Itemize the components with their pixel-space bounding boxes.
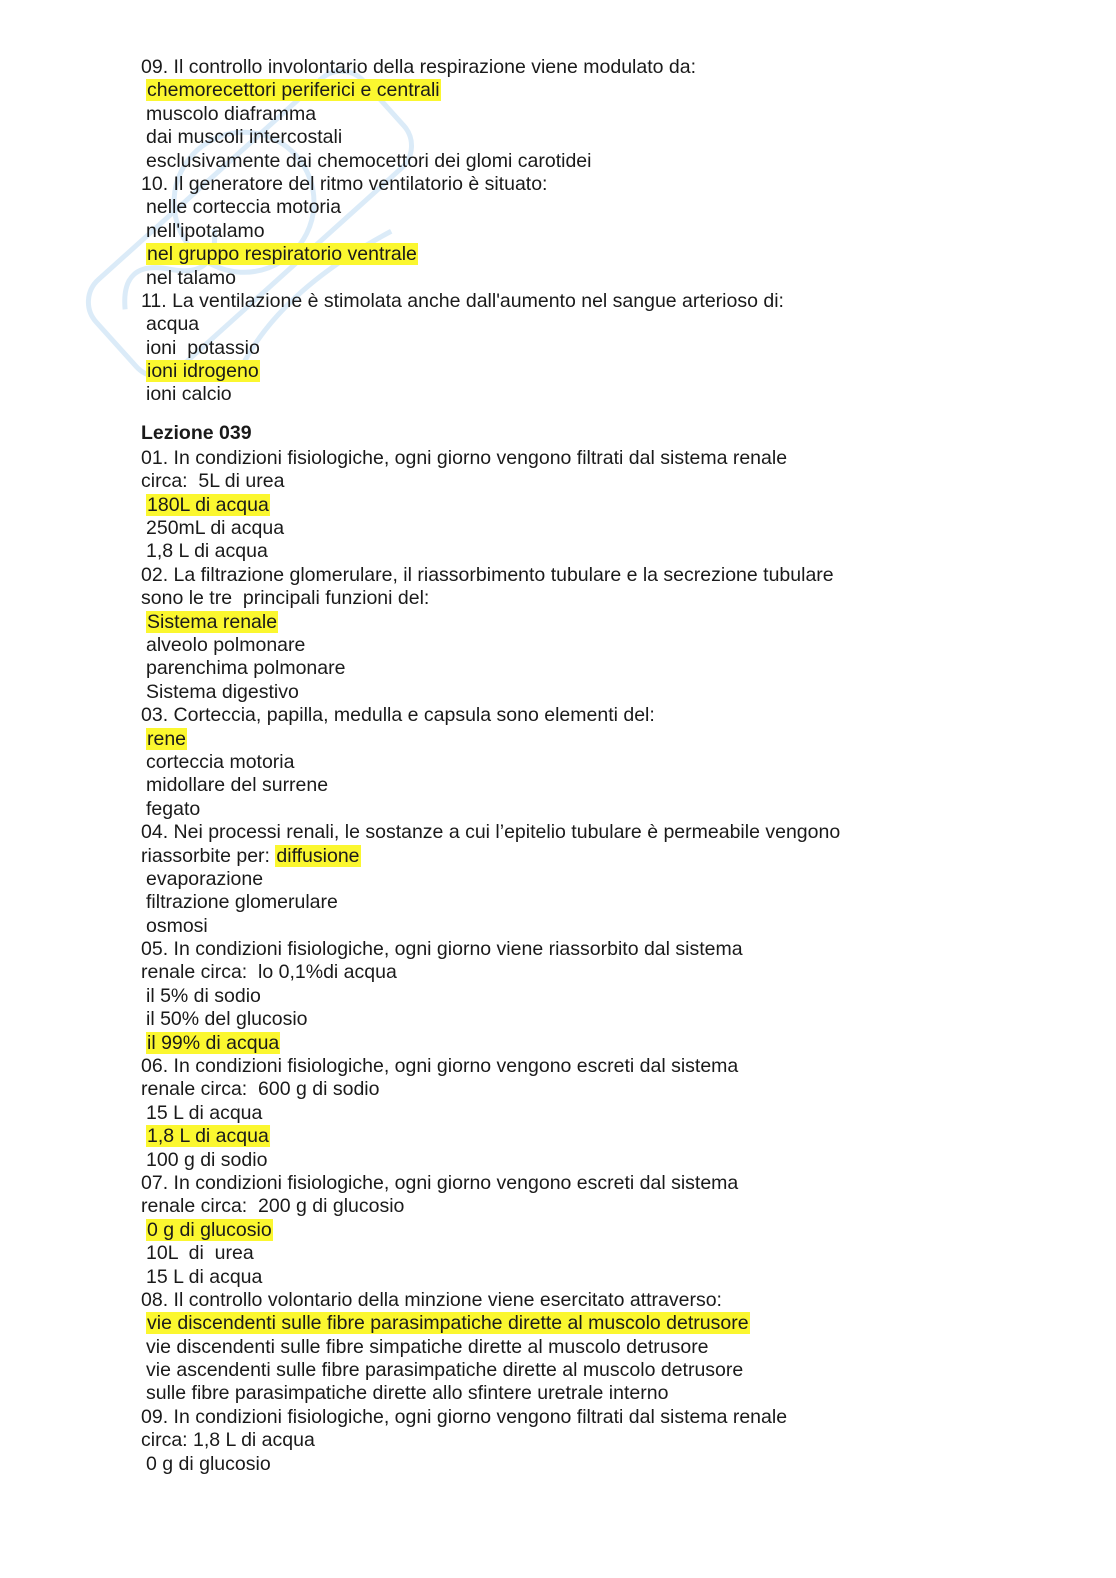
line-text: nell'ipotalamo — [146, 219, 265, 242]
question-line — [141, 1195, 1041, 1218]
answer-option — [141, 126, 1041, 149]
question-line — [141, 938, 1041, 961]
answer-option — [141, 868, 1041, 891]
line-text: filtrazione glomerulare — [146, 891, 338, 914]
line-text: 03. Corteccia, papilla, medulla e capsula sono elementi del: — [141, 704, 655, 727]
line-text: 02. La filtrazione glomerulare, il riassorbimento tubulare e la secrezione tubulare — [141, 563, 834, 586]
answer-option — [141, 1242, 1041, 1265]
line-text: il 50% del glucosio — [146, 1008, 308, 1031]
line-text: fegato — [146, 797, 201, 820]
answer-option — [141, 267, 1041, 290]
line-text: dai muscoli intercostali — [146, 126, 343, 149]
question-line — [141, 821, 1041, 844]
question-line — [141, 470, 1041, 493]
answer-option — [141, 1266, 1041, 1289]
line-text: 10. Il generatore del ritmo ventilatorio è situato: — [141, 172, 548, 195]
line-text: sulle fibre parasimpatiche dirette allo sfintere uretrale interno — [146, 1382, 669, 1405]
line-text: 100 g di sodio — [146, 1148, 268, 1171]
answer-option — [141, 1359, 1041, 1382]
line-text: vie ascendenti sulle fibre parasimpatiche dirette al muscolo detrusore — [146, 1359, 744, 1382]
question-line — [141, 1078, 1041, 1101]
question-line — [141, 290, 1041, 313]
line-text: Sistema digestivo — [146, 680, 299, 703]
highlighted-answer: 1,8 L di acqua — [147, 1125, 269, 1148]
highlighted-answer: il 99% di acqua — [147, 1031, 280, 1054]
answer-option — [141, 243, 1041, 266]
answer-option — [141, 891, 1041, 914]
answer-option — [141, 774, 1041, 797]
line-text: 11. La ventilazione è stimolata anche dall'aumento nel sangue arterioso di: — [141, 289, 784, 312]
line-text: corteccia motoria — [146, 750, 295, 773]
answer-option — [141, 1032, 1041, 1055]
line-text: 04. Nei processi renali, le sostanze a cui l’epitelio tubulare è permeabile vengono — [141, 821, 841, 844]
answer-option — [141, 1453, 1041, 1476]
answer-option — [141, 150, 1041, 173]
highlighted-answer: Sistema renale — [147, 610, 278, 633]
line-text: 09. Il controllo involontario della respirazione viene modulato da: — [141, 56, 696, 78]
highlighted-answer: chemorecettori periferici e centrali — [147, 79, 440, 102]
answer-option — [141, 751, 1041, 774]
question-line — [141, 1172, 1041, 1195]
line-text: acqua — [146, 313, 200, 336]
question-line — [141, 447, 1041, 470]
answer-option — [141, 196, 1041, 219]
answer-option — [141, 1336, 1041, 1359]
line-text: renale circa: lo 0,1%di acqua — [141, 961, 397, 984]
line-text: 0 g di glucosio — [146, 1452, 271, 1475]
line-text: 07. In condizioni fisiologiche, ogni giorno vengono escreti dal sistema — [141, 1171, 739, 1194]
answer-option — [141, 1149, 1041, 1172]
highlighted-answer: nel gruppo respiratorio ventrale — [147, 243, 417, 266]
line-text: esclusivamente dai chemocettori dei glomi carotidei — [146, 149, 592, 172]
answer-option — [141, 681, 1041, 704]
line-text: nel talamo — [146, 266, 236, 289]
question-line — [141, 1406, 1041, 1429]
answer-option — [141, 634, 1041, 657]
line-text: evaporazione — [146, 867, 264, 890]
line-text: 10L di urea — [146, 1242, 254, 1265]
question-line — [141, 845, 1041, 868]
highlighted-answer: rene — [147, 727, 187, 750]
question-line — [141, 587, 1041, 610]
answer-option — [141, 1219, 1041, 1242]
answer-option — [141, 728, 1041, 751]
answer-option — [141, 1312, 1041, 1335]
line-text: ioni potassio — [146, 336, 260, 359]
line-text: 250mL di acqua — [146, 517, 285, 540]
answer-option — [141, 540, 1041, 563]
line-text: 15 L di acqua — [146, 1265, 263, 1288]
section-heading — [141, 419, 1041, 447]
highlighted-answer: 0 g di glucosio — [147, 1218, 272, 1241]
line-text: 06. In condizioni fisiologiche, ogni giorno vengono escreti dal sistema — [141, 1055, 739, 1078]
answer-option — [141, 985, 1041, 1008]
line-text: circa: 1,8 L di acqua — [141, 1429, 315, 1452]
answer-option — [141, 1008, 1041, 1031]
question-line — [141, 961, 1041, 984]
answer-option — [141, 103, 1041, 126]
answer-option — [141, 611, 1041, 634]
question-line — [141, 564, 1041, 587]
line-text: parenchima polmonare — [146, 657, 346, 680]
line-text: vie discendenti sulle fibre simpatiche dirette al muscolo detrusore — [146, 1335, 709, 1358]
line-text: sono le tre principali funzioni del: — [141, 587, 430, 610]
question-line — [141, 56, 1041, 79]
answer-option — [141, 494, 1041, 517]
answer-option — [141, 1102, 1041, 1125]
line-text: alveolo polmonare — [146, 633, 306, 656]
line-text: 05. In condizioni fisiologiche, ogni giorno viene riassorbito dal sistema — [141, 938, 743, 961]
question-line — [141, 1055, 1041, 1078]
answer-option — [141, 798, 1041, 821]
highlighted-answer: 180L di acqua — [147, 493, 269, 516]
line-text: 15 L di acqua — [146, 1101, 263, 1124]
answer-option — [141, 383, 1041, 406]
answer-option — [141, 220, 1041, 243]
line-text: muscolo diaframma — [146, 102, 317, 125]
line-text: 09. In condizioni fisiologiche, ogni giorno vengono filtrati dal sistema renale — [141, 1405, 788, 1428]
document-body — [141, 56, 1041, 1476]
question-line — [141, 704, 1041, 727]
line-text: circa: 5L di urea — [141, 470, 285, 493]
answer-option — [141, 79, 1041, 102]
highlighted-answer: diffusione — [276, 844, 360, 867]
line-text: 01. In condizioni fisiologiche, ogni giorno vengono filtrati dal sistema renale — [141, 446, 788, 469]
question-line — [141, 1289, 1041, 1312]
answer-option — [141, 1382, 1041, 1405]
answer-option — [141, 657, 1041, 680]
question-line — [141, 173, 1041, 196]
line-text: 1,8 L di acqua — [146, 540, 268, 563]
line-text: renale circa: 600 g di sodio — [141, 1078, 380, 1101]
line-text: osmosi — [146, 914, 208, 937]
answer-option — [141, 517, 1041, 540]
line-text: midollare del surrene — [146, 774, 329, 797]
line-text: Lezione 039 — [141, 421, 252, 444]
line-text: renale circa: 200 g di glucosio — [141, 1195, 405, 1218]
line-text: nelle corteccia motoria — [146, 196, 342, 219]
answer-option — [141, 337, 1041, 360]
answer-option — [141, 1125, 1041, 1148]
question-line — [141, 1429, 1041, 1452]
line-text: 08. Il controllo volontario della minzione viene esercitato attraverso: — [141, 1288, 722, 1311]
highlighted-answer: vie discendenti sulle fibre parasimpatiche dirette al muscolo detrusore — [147, 1312, 749, 1335]
highlighted-answer: ioni idrogeno — [147, 360, 259, 383]
line-text: il 5% di sodio — [146, 984, 261, 1007]
answer-option — [141, 915, 1041, 938]
answer-option — [141, 360, 1041, 383]
line-text: ioni calcio — [146, 383, 232, 406]
answer-option — [141, 313, 1041, 336]
line-text: riassorbite per: — [141, 844, 276, 867]
